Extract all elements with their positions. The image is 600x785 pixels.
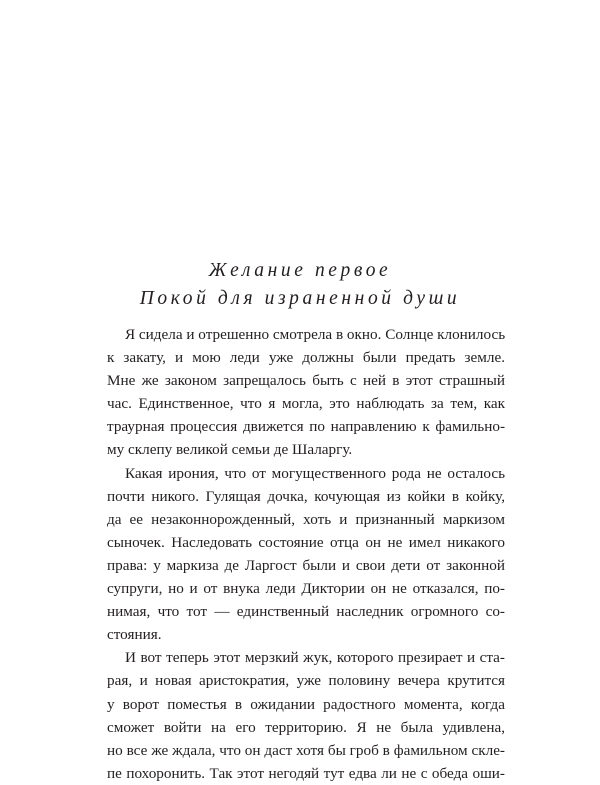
text-line: почти никого. Гулящая дочка, кочующая из койки в койку, xyxy=(107,487,505,505)
text-line: час. Единственное, что я могла, это наблюдать за тем, как xyxy=(107,395,505,413)
text-line: Мне же законом запрещалось быть с ней в этот страшный xyxy=(107,372,505,390)
text-line: сможет войти на его территорию. Я не была удивлена, xyxy=(107,718,505,736)
text-line: стояния. xyxy=(107,626,162,644)
text-line: супруги, но и от внука леди Диктории он не отказался, по- xyxy=(107,580,505,598)
text-line: рая, и новая аристократия, уже половину вечера крутится xyxy=(107,672,505,690)
text-line: у ворот поместья в ожидании радостного момента, когда xyxy=(107,695,505,713)
text-line: нимая, что тот — единственный наследник огромного со- xyxy=(107,603,505,621)
text-line: траурная процессия движется по направлению к фамильно- xyxy=(107,418,505,436)
text-line: пе похоронить. Так этот негодяй тут едва ли не с обеда оши- xyxy=(107,764,505,782)
text-line: му склепу великой семьи де Шаларгу. xyxy=(107,441,353,459)
text-line: но все же ждала, что он даст хотя бы гроб в фамильном скле- xyxy=(107,741,505,759)
text-line: к закату, и мою леди уже должны были предать земле. xyxy=(107,349,505,367)
text-line: Какая ирония, что от могущественного рода не осталось xyxy=(125,464,505,482)
text-line: права: у маркиза де Ларгост были и свои дети от законной xyxy=(107,556,505,574)
chapter-body-text xyxy=(107,323,505,785)
text-line: сыночек. Наследовать состояние отца он не имел никакого xyxy=(107,533,505,551)
text-line: Я сидела и отрешенно смотрела в окно. Солнце клонилось xyxy=(125,326,506,343)
text-line: И вот теперь этот мерзкий жук, которого презирает и ста- xyxy=(125,649,505,667)
chapter-title-line-1: Желание первое xyxy=(208,260,392,281)
chapter-heading xyxy=(0,257,600,313)
text-line: да ее незаконнорожденный, хоть и признанный маркизом xyxy=(107,510,505,528)
chapter-title-line-2: Покой для израненной души xyxy=(139,288,461,309)
